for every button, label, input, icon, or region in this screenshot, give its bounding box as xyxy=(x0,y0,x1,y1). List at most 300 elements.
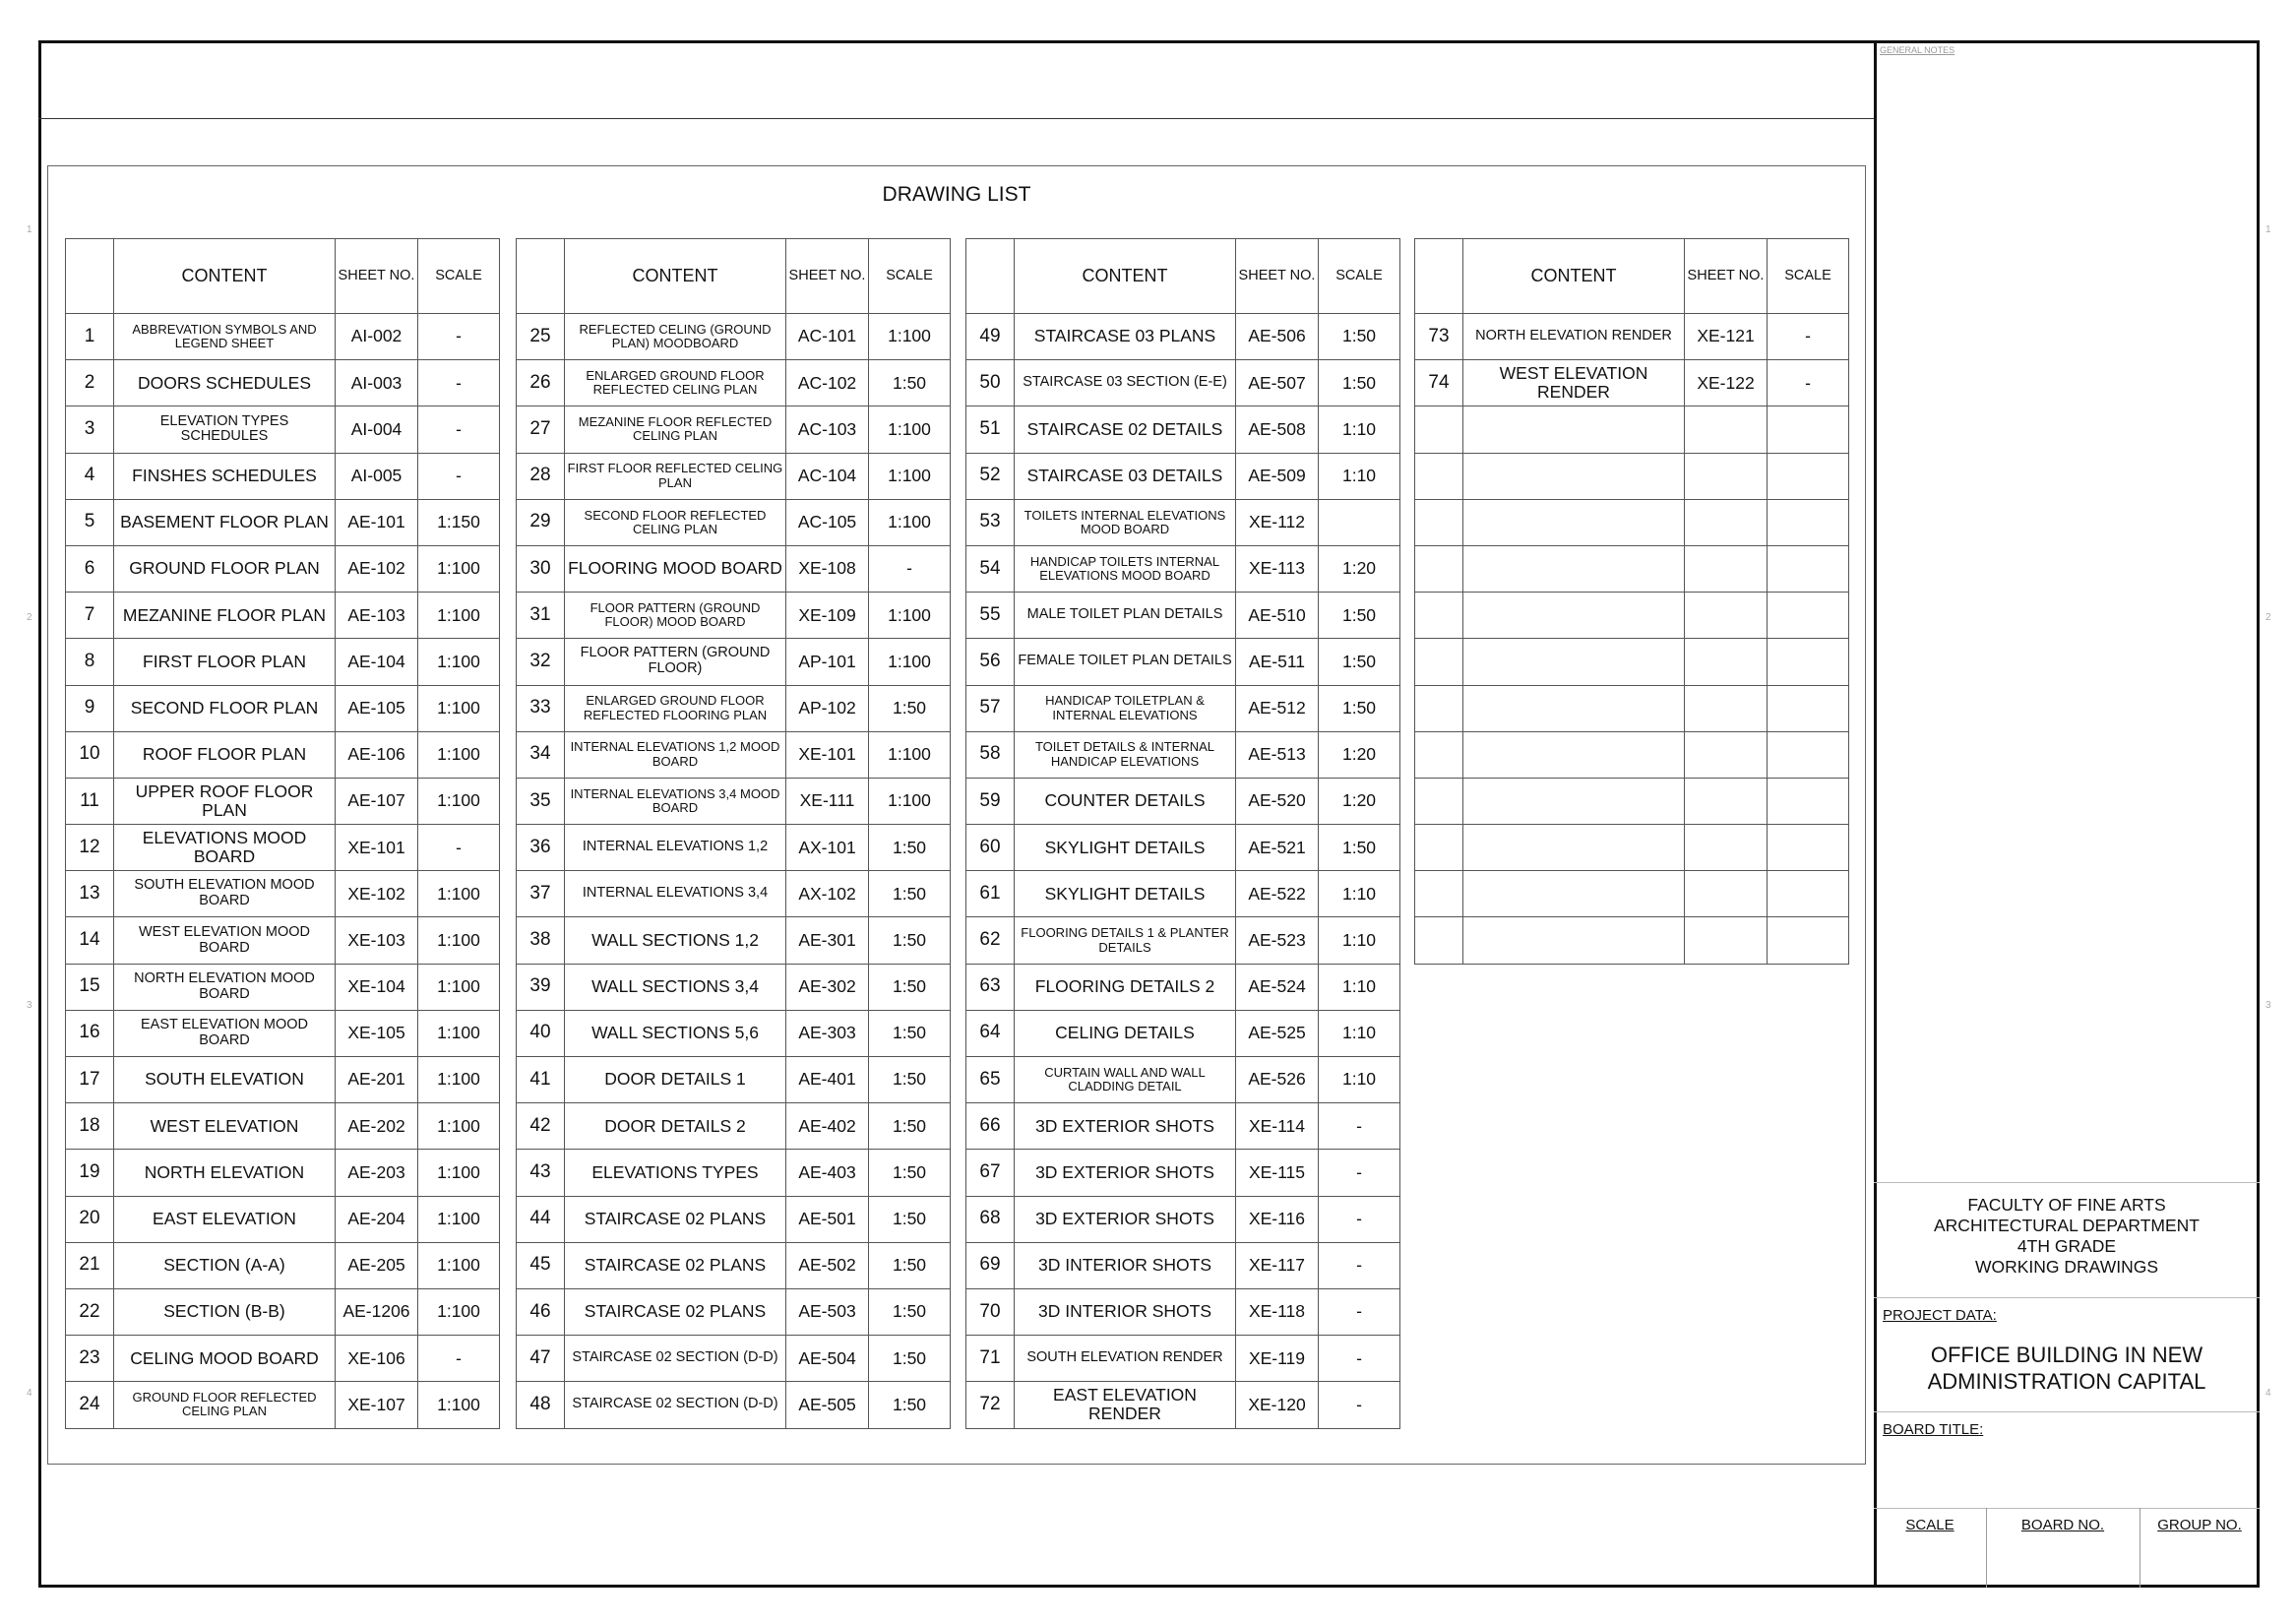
row-content xyxy=(1463,593,1685,639)
board-no-label: BOARD NO. xyxy=(2020,1517,2105,1533)
row-content: STAIRCASE 03 PLANS xyxy=(1015,314,1236,360)
row-number: 63 xyxy=(966,964,1015,1010)
row-sheet-no xyxy=(1685,871,1768,917)
table-row xyxy=(1415,778,1849,824)
row-number: 56 xyxy=(966,639,1015,685)
row-scale: - xyxy=(1319,1288,1400,1335)
table-row xyxy=(1415,825,1849,871)
board-title-label: BOARD TITLE: xyxy=(1883,1421,1984,1438)
table-row xyxy=(966,1196,1400,1242)
row-sheet-no: AC-101 xyxy=(786,314,869,360)
row-scale: 1:100 xyxy=(869,453,951,499)
row-number: 44 xyxy=(517,1196,565,1242)
faculty-line: FACULTY OF FINE ARTS xyxy=(1967,1195,2166,1215)
project-title xyxy=(1874,1342,2260,1395)
table-row xyxy=(517,964,951,1010)
row-sheet-no: AI-002 xyxy=(336,314,418,360)
row-scale: - xyxy=(1319,1336,1400,1382)
row-number: 18 xyxy=(66,1103,114,1150)
row-scale: 1:100 xyxy=(869,778,951,824)
row-number: 34 xyxy=(517,731,565,778)
row-sheet-no: AE-505 xyxy=(786,1382,869,1428)
table-row xyxy=(517,453,951,499)
edge-mark-left-4: 4 xyxy=(27,1388,32,1399)
row-content xyxy=(1463,406,1685,453)
row-number: 61 xyxy=(966,871,1015,917)
row-scale: - xyxy=(418,825,500,871)
row-content xyxy=(1463,499,1685,545)
table-row xyxy=(517,778,951,824)
row-number: 73 xyxy=(1415,314,1463,360)
row-number: 11 xyxy=(66,778,114,824)
row-scale: 1:100 xyxy=(418,871,500,917)
header-number xyxy=(517,239,565,314)
table-row xyxy=(517,1336,951,1382)
row-scale xyxy=(1768,917,1849,964)
row-number: 69 xyxy=(966,1242,1015,1288)
row-sheet-no: AE-521 xyxy=(1236,825,1319,871)
row-number: 51 xyxy=(966,406,1015,453)
table-row xyxy=(66,545,500,592)
header-number xyxy=(1415,239,1463,314)
row-number: 72 xyxy=(966,1382,1015,1428)
table-row xyxy=(66,360,500,406)
table-row xyxy=(66,1196,500,1242)
row-content: WALL SECTIONS 1,2 xyxy=(565,917,786,964)
row-sheet-no: AE-512 xyxy=(1236,685,1319,731)
row-sheet-no xyxy=(1685,499,1768,545)
row-content: WEST ELEVATION xyxy=(114,1103,336,1150)
row-sheet-no: AE-513 xyxy=(1236,731,1319,778)
row-content: COUNTER DETAILS xyxy=(1015,778,1236,824)
row-scale: - xyxy=(418,360,500,406)
row-number: 58 xyxy=(966,731,1015,778)
header-sheet-no: SHEET NO. xyxy=(336,239,418,314)
table-row xyxy=(966,731,1400,778)
row-sheet-no: AE-102 xyxy=(336,545,418,592)
row-sheet-no: AC-102 xyxy=(786,360,869,406)
title-block-rule xyxy=(1874,1297,2260,1298)
table-row xyxy=(1415,731,1849,778)
table-row xyxy=(966,825,1400,871)
header-sheet-no: SHEET NO. xyxy=(786,239,869,314)
faculty-block xyxy=(1874,1195,2260,1278)
row-sheet-no: AE-509 xyxy=(1236,453,1319,499)
row-number: 64 xyxy=(966,1010,1015,1056)
row-content: ELEVATIONS MOOD BOARD xyxy=(114,825,336,871)
row-scale: - xyxy=(418,1336,500,1382)
row-scale: 1:50 xyxy=(869,360,951,406)
header-sheet-no: SHEET NO. xyxy=(1685,239,1768,314)
row-number: 5 xyxy=(66,499,114,545)
row-content: INTERNAL ELEVATIONS 3,4 MOOD BOARD xyxy=(565,778,786,824)
row-content: STAIRCASE 02 SECTION (D-D) xyxy=(565,1382,786,1428)
table-row xyxy=(1415,360,1849,406)
row-content: WALL SECTIONS 5,6 xyxy=(565,1010,786,1056)
title-block-rule xyxy=(1874,1182,2260,1183)
faculty-line: WORKING DRAWINGS xyxy=(1974,1257,2158,1277)
row-scale: 1:50 xyxy=(869,964,951,1010)
row-sheet-no: AE-104 xyxy=(336,639,418,685)
row-content: 3D EXTERIOR SHOTS xyxy=(1015,1103,1236,1150)
edge-mark-right-2: 2 xyxy=(2265,612,2271,623)
row-number: 3 xyxy=(66,406,114,453)
row-sheet-no: AE-525 xyxy=(1236,1010,1319,1056)
row-number: 49 xyxy=(966,314,1015,360)
row-number: 48 xyxy=(517,1382,565,1428)
row-scale: 1:20 xyxy=(1319,545,1400,592)
row-scale: - xyxy=(869,545,951,592)
row-number xyxy=(1415,499,1463,545)
row-number: 68 xyxy=(966,1196,1015,1242)
row-sheet-no xyxy=(1685,545,1768,592)
row-number: 26 xyxy=(517,360,565,406)
row-sheet-no: AE-504 xyxy=(786,1336,869,1382)
row-sheet-no: XE-115 xyxy=(1236,1150,1319,1196)
table-row xyxy=(966,360,1400,406)
row-sheet-no: AE-303 xyxy=(786,1010,869,1056)
edge-mark-left-3: 3 xyxy=(27,1000,32,1011)
table-row xyxy=(1415,639,1849,685)
row-content: STAIRCASE 03 DETAILS xyxy=(1015,453,1236,499)
row-number xyxy=(1415,545,1463,592)
table-row xyxy=(966,639,1400,685)
header-scale: SCALE xyxy=(1319,239,1400,314)
table-row xyxy=(966,1150,1400,1196)
row-sheet-no: AE-205 xyxy=(336,1242,418,1288)
row-scale: - xyxy=(418,453,500,499)
row-sheet-no: XE-113 xyxy=(1236,545,1319,592)
row-scale: - xyxy=(1768,360,1849,406)
row-content: INTERNAL ELEVATIONS 3,4 xyxy=(565,871,786,917)
table-row xyxy=(66,593,500,639)
table-header-row xyxy=(1415,239,1849,314)
faculty-line: 4TH GRADE xyxy=(2017,1236,2117,1256)
row-sheet-no: AE-511 xyxy=(1236,639,1319,685)
header-scale: SCALE xyxy=(1768,239,1849,314)
row-number: 67 xyxy=(966,1150,1015,1196)
row-sheet-no: AE-1206 xyxy=(336,1288,418,1335)
row-scale xyxy=(1768,545,1849,592)
table-row xyxy=(66,871,500,917)
table-row xyxy=(66,499,500,545)
table-row xyxy=(517,731,951,778)
row-sheet-no: XE-114 xyxy=(1236,1103,1319,1150)
row-number xyxy=(1415,453,1463,499)
row-number: 70 xyxy=(966,1288,1015,1335)
header-number xyxy=(966,239,1015,314)
table-row xyxy=(966,1288,1400,1335)
row-sheet-no xyxy=(1685,639,1768,685)
drawing-list-table-1 xyxy=(65,238,500,1429)
row-sheet-no xyxy=(1685,778,1768,824)
row-scale xyxy=(1768,593,1849,639)
row-scale: 1:100 xyxy=(869,314,951,360)
row-number xyxy=(1415,825,1463,871)
row-content: UPPER ROOF FLOOR PLAN xyxy=(114,778,336,824)
row-scale: 1:10 xyxy=(1319,406,1400,453)
table-row xyxy=(1415,917,1849,964)
table-row xyxy=(66,1242,500,1288)
row-content: MALE TOILET PLAN DETAILS xyxy=(1015,593,1236,639)
row-content: ELEVATIONS TYPES xyxy=(565,1150,786,1196)
row-content: FLOORING MOOD BOARD xyxy=(565,545,786,592)
row-sheet-no: XE-121 xyxy=(1685,314,1768,360)
row-content: FLOORING DETAILS 2 xyxy=(1015,964,1236,1010)
row-scale: 1:50 xyxy=(1319,685,1400,731)
edge-mark-right-1: 1 xyxy=(2265,224,2271,235)
row-content: SECTION (A-A) xyxy=(114,1242,336,1288)
title-block-rule xyxy=(1874,1508,2260,1509)
row-content: GROUND FLOOR REFLECTED CELING PLAN xyxy=(114,1382,336,1428)
row-number: 45 xyxy=(517,1242,565,1288)
row-content: SECOND FLOOR PLAN xyxy=(114,685,336,731)
header-sheet-no: SHEET NO. xyxy=(1236,239,1319,314)
row-sheet-no: XE-112 xyxy=(1236,499,1319,545)
row-number: 8 xyxy=(66,639,114,685)
table-row xyxy=(966,406,1400,453)
row-content: EAST ELEVATION MOOD BOARD xyxy=(114,1010,336,1056)
table-row xyxy=(1415,593,1849,639)
row-content xyxy=(1463,639,1685,685)
row-content: FEMALE TOILET PLAN DETAILS xyxy=(1015,639,1236,685)
row-content: SECTION (B-B) xyxy=(114,1288,336,1335)
row-content: REFLECTED CELING (GROUND PLAN) MOODBOARD xyxy=(565,314,786,360)
row-sheet-no xyxy=(1685,825,1768,871)
row-content: FIRST FLOOR PLAN xyxy=(114,639,336,685)
row-content: SKYLIGHT DETAILS xyxy=(1015,825,1236,871)
row-sheet-no: AE-507 xyxy=(1236,360,1319,406)
row-content: NORTH ELEVATION RENDER xyxy=(1463,314,1685,360)
row-scale: 1:50 xyxy=(869,1382,951,1428)
row-sheet-no xyxy=(1685,453,1768,499)
row-content: STAIRCASE 02 PLANS xyxy=(565,1196,786,1242)
table-row xyxy=(517,685,951,731)
row-content: SKYLIGHT DETAILS xyxy=(1015,871,1236,917)
row-number: 62 xyxy=(966,917,1015,964)
table-row xyxy=(966,1382,1400,1428)
row-scale: 1:50 xyxy=(869,1150,951,1196)
row-content: INTERNAL ELEVATIONS 1,2 MOOD BOARD xyxy=(565,731,786,778)
row-number: 47 xyxy=(517,1336,565,1382)
row-sheet-no: AE-503 xyxy=(786,1288,869,1335)
row-number: 25 xyxy=(517,314,565,360)
table-row xyxy=(66,731,500,778)
table-row xyxy=(66,685,500,731)
header-scale: SCALE xyxy=(418,239,500,314)
table-row xyxy=(966,593,1400,639)
row-content: STAIRCASE 02 PLANS xyxy=(565,1242,786,1288)
row-sheet-no: XE-122 xyxy=(1685,360,1768,406)
row-sheet-no: AE-522 xyxy=(1236,871,1319,917)
row-content xyxy=(1463,545,1685,592)
table-row xyxy=(1415,871,1849,917)
row-sheet-no: AE-103 xyxy=(336,593,418,639)
row-content: FLOORING DETAILS 1 & PLANTER DETAILS xyxy=(1015,917,1236,964)
row-content: SECOND FLOOR REFLECTED CELING PLAN xyxy=(565,499,786,545)
faculty-line: ARCHITECTURAL DEPARTMENT xyxy=(1934,1216,2200,1235)
row-scale: 1:100 xyxy=(869,406,951,453)
row-scale xyxy=(1768,825,1849,871)
row-number: 24 xyxy=(66,1382,114,1428)
row-scale: 1:50 xyxy=(869,825,951,871)
row-number: 36 xyxy=(517,825,565,871)
row-content xyxy=(1463,825,1685,871)
table-row xyxy=(517,1382,951,1428)
row-number: 2 xyxy=(66,360,114,406)
table-row xyxy=(1415,685,1849,731)
row-content xyxy=(1463,453,1685,499)
row-sheet-no: XE-103 xyxy=(336,917,418,964)
table-row xyxy=(1415,545,1849,592)
row-sheet-no: XE-116 xyxy=(1236,1196,1319,1242)
row-content: ELEVATION TYPES SCHEDULES xyxy=(114,406,336,453)
row-scale xyxy=(1768,499,1849,545)
table-row xyxy=(966,778,1400,824)
row-number: 20 xyxy=(66,1196,114,1242)
row-content: CURTAIN WALL AND WALL CLADDING DETAIL xyxy=(1015,1057,1236,1103)
row-sheet-no: AE-523 xyxy=(1236,917,1319,964)
row-sheet-no xyxy=(1685,917,1768,964)
row-content: SOUTH ELEVATION MOOD BOARD xyxy=(114,871,336,917)
row-content: TOILET DETAILS & INTERNAL HANDICAP ELEVATIONS xyxy=(1015,731,1236,778)
header-content: CONTENT xyxy=(565,239,786,314)
row-scale: 1:10 xyxy=(1319,871,1400,917)
row-scale: 1:50 xyxy=(869,871,951,917)
table-row xyxy=(66,964,500,1010)
row-content: TOILETS INTERNAL ELEVATIONS MOOD BOARD xyxy=(1015,499,1236,545)
row-sheet-no: AC-104 xyxy=(786,453,869,499)
row-number: 41 xyxy=(517,1057,565,1103)
row-scale: - xyxy=(1319,1103,1400,1150)
edge-mark-right-3: 3 xyxy=(2265,1000,2271,1011)
table-row xyxy=(966,499,1400,545)
row-number: 7 xyxy=(66,593,114,639)
table-row xyxy=(966,685,1400,731)
row-scale: 1:20 xyxy=(1319,778,1400,824)
row-sheet-no: AE-107 xyxy=(336,778,418,824)
row-scale: 1:100 xyxy=(869,731,951,778)
row-content: 3D INTERIOR SHOTS xyxy=(1015,1288,1236,1335)
table-row xyxy=(1415,499,1849,545)
row-number: 40 xyxy=(517,1010,565,1056)
table-row xyxy=(66,1057,500,1103)
row-scale xyxy=(1768,731,1849,778)
table-row xyxy=(966,1057,1400,1103)
row-sheet-no xyxy=(1685,406,1768,453)
row-scale: 1:100 xyxy=(418,917,500,964)
row-number: 9 xyxy=(66,685,114,731)
row-sheet-no: XE-111 xyxy=(786,778,869,824)
row-number xyxy=(1415,685,1463,731)
row-content: SOUTH ELEVATION RENDER xyxy=(1015,1336,1236,1382)
row-number: 42 xyxy=(517,1103,565,1150)
row-number: 53 xyxy=(966,499,1015,545)
row-content: FIRST FLOOR REFLECTED CELING PLAN xyxy=(565,453,786,499)
row-scale: 1:100 xyxy=(418,1150,500,1196)
edge-mark-right-4: 4 xyxy=(2265,1388,2271,1399)
table-row xyxy=(66,825,500,871)
row-scale: 1:100 xyxy=(418,964,500,1010)
row-scale: - xyxy=(418,406,500,453)
row-scale: 1:10 xyxy=(1319,917,1400,964)
row-number: 4 xyxy=(66,453,114,499)
row-number: 60 xyxy=(966,825,1015,871)
row-sheet-no: AE-510 xyxy=(1236,593,1319,639)
row-content: HANDICAP TOILETPLAN & INTERNAL ELEVATIONS xyxy=(1015,685,1236,731)
row-sheet-no: AE-401 xyxy=(786,1057,869,1103)
row-content: ENLARGED GROUND FLOOR REFLECTED CELING PLAN xyxy=(565,360,786,406)
row-sheet-no: AI-003 xyxy=(336,360,418,406)
row-number: 27 xyxy=(517,406,565,453)
row-number: 33 xyxy=(517,685,565,731)
row-scale: 1:10 xyxy=(1319,1057,1400,1103)
row-scale: - xyxy=(1319,1150,1400,1196)
row-number: 65 xyxy=(966,1057,1015,1103)
row-content: CELING MOOD BOARD xyxy=(114,1336,336,1382)
table-row xyxy=(66,1336,500,1382)
row-scale: 1:100 xyxy=(418,778,500,824)
row-sheet-no: XE-106 xyxy=(336,1336,418,1382)
table-row xyxy=(1415,453,1849,499)
table-header-row xyxy=(66,239,500,314)
table-row xyxy=(517,825,951,871)
row-content xyxy=(1463,685,1685,731)
table-row xyxy=(517,593,951,639)
row-content: HANDICAP TOILETS INTERNAL ELEVATIONS MOOD BOARD xyxy=(1015,545,1236,592)
table-row xyxy=(517,1242,951,1288)
row-sheet-no xyxy=(1685,731,1768,778)
row-scale: 1:100 xyxy=(869,639,951,685)
row-number xyxy=(1415,593,1463,639)
row-scale: 1:100 xyxy=(869,499,951,545)
row-number xyxy=(1415,778,1463,824)
row-content: WALL SECTIONS 3,4 xyxy=(565,964,786,1010)
drawing-list-title: DRAWING LIST xyxy=(882,183,1031,206)
row-sheet-no: XE-119 xyxy=(1236,1336,1319,1382)
row-sheet-no xyxy=(1685,685,1768,731)
table-row xyxy=(66,917,500,964)
table-row xyxy=(966,1010,1400,1056)
row-content: STAIRCASE 03 SECTION (E-E) xyxy=(1015,360,1236,406)
row-number: 35 xyxy=(517,778,565,824)
row-scale: 1:100 xyxy=(418,1288,500,1335)
table-row xyxy=(66,1103,500,1150)
row-scale: 1:10 xyxy=(1319,453,1400,499)
row-scale: 1:10 xyxy=(1319,964,1400,1010)
row-scale xyxy=(1768,871,1849,917)
table-row xyxy=(966,314,1400,360)
row-number: 6 xyxy=(66,545,114,592)
project-title-line: OFFICE BUILDING IN NEW xyxy=(1930,1343,2203,1367)
row-sheet-no: XE-117 xyxy=(1236,1242,1319,1288)
row-content: WEST ELEVATION MOOD BOARD xyxy=(114,917,336,964)
row-number: 17 xyxy=(66,1057,114,1103)
row-sheet-no: XE-107 xyxy=(336,1382,418,1428)
table-row xyxy=(66,1288,500,1335)
row-number: 38 xyxy=(517,917,565,964)
table-row xyxy=(66,406,500,453)
table-row xyxy=(966,871,1400,917)
table-row xyxy=(517,314,951,360)
row-sheet-no: XE-105 xyxy=(336,1010,418,1056)
header-content: CONTENT xyxy=(114,239,336,314)
row-scale: 1:100 xyxy=(869,593,951,639)
row-number: 71 xyxy=(966,1336,1015,1382)
table-row xyxy=(66,778,500,824)
table-row xyxy=(966,917,1400,964)
table-row xyxy=(517,545,951,592)
